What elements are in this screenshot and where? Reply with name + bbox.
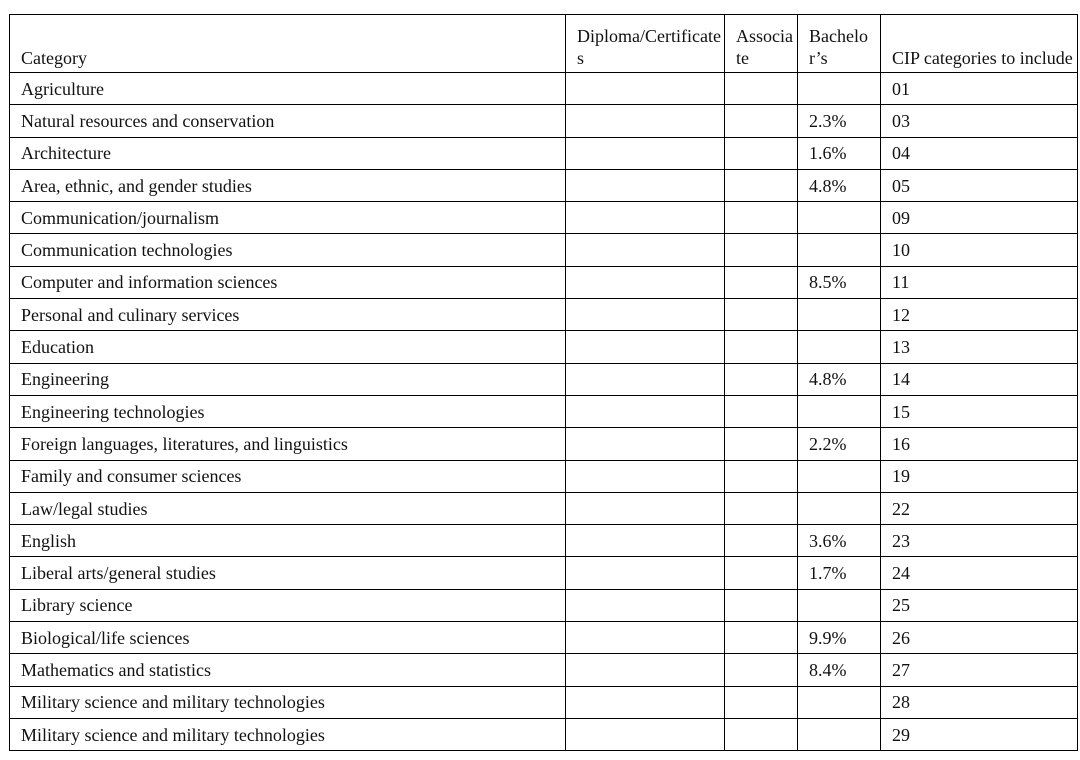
cell-cip-code: 13 xyxy=(881,331,1078,363)
cell-bachelors: 8.5% xyxy=(798,266,881,298)
cell-cip-code: 24 xyxy=(881,557,1078,589)
cell-category: Military science and military technologies xyxy=(10,686,566,718)
cell-bachelors xyxy=(798,331,881,363)
header-category: Category xyxy=(10,15,566,73)
cell-bachelors xyxy=(798,718,881,750)
cell-associate xyxy=(725,105,798,137)
cell-bachelors xyxy=(798,299,881,331)
cell-associate xyxy=(725,654,798,686)
cell-cip-code: 16 xyxy=(881,428,1078,460)
cell-associate xyxy=(725,557,798,589)
cell-category: Communication technologies xyxy=(10,234,566,266)
cell-diploma xyxy=(566,169,725,201)
cell-cip-code: 15 xyxy=(881,395,1078,427)
cell-category: Computer and information sciences xyxy=(10,266,566,298)
table-row xyxy=(10,686,1078,718)
cell-category: Personal and culinary services xyxy=(10,299,566,331)
header-cip-categories: CIP categories to include xyxy=(881,15,1078,73)
cell-category: Liberal arts/general studies xyxy=(10,557,566,589)
cell-associate xyxy=(725,169,798,201)
table-row xyxy=(10,234,1078,266)
cell-bachelors: 3.6% xyxy=(798,525,881,557)
cell-cip-code: 10 xyxy=(881,234,1078,266)
cell-category: Agriculture xyxy=(10,73,566,105)
cell-associate xyxy=(725,299,798,331)
cell-bachelors xyxy=(798,202,881,234)
cell-diploma xyxy=(566,525,725,557)
cell-associate xyxy=(725,73,798,105)
cell-diploma xyxy=(566,654,725,686)
cell-cip-code: 27 xyxy=(881,654,1078,686)
cell-cip-code: 29 xyxy=(881,718,1078,750)
table-row xyxy=(10,525,1078,557)
cell-bachelors xyxy=(798,234,881,266)
cell-bachelors: 2.2% xyxy=(798,428,881,460)
cell-cip-code: 28 xyxy=(881,686,1078,718)
cell-cip-code: 01 xyxy=(881,73,1078,105)
cell-cip-code: 05 xyxy=(881,169,1078,201)
cell-bachelors: 9.9% xyxy=(798,622,881,654)
header-bachelors: Bachelor’s xyxy=(798,15,881,73)
table-row xyxy=(10,557,1078,589)
cell-diploma xyxy=(566,299,725,331)
cell-category: Family and consumer sciences xyxy=(10,460,566,492)
table-row xyxy=(10,169,1078,201)
cell-associate xyxy=(725,492,798,524)
cell-bachelors xyxy=(798,395,881,427)
cell-diploma xyxy=(566,105,725,137)
cell-category: Library science xyxy=(10,589,566,621)
cell-category: Military science and military technologies xyxy=(10,718,566,750)
cell-cip-code: 22 xyxy=(881,492,1078,524)
table-row xyxy=(10,589,1078,621)
cell-diploma xyxy=(566,557,725,589)
cell-associate xyxy=(725,622,798,654)
table-row xyxy=(10,460,1078,492)
cell-category: Natural resources and conservation xyxy=(10,105,566,137)
header-row xyxy=(10,15,1078,73)
cell-diploma xyxy=(566,234,725,266)
cell-associate xyxy=(725,428,798,460)
cell-associate xyxy=(725,137,798,169)
cell-cip-code: 04 xyxy=(881,137,1078,169)
cell-bachelors: 2.3% xyxy=(798,105,881,137)
cell-bachelors xyxy=(798,460,881,492)
cell-associate xyxy=(725,460,798,492)
cell-category: Biological/life sciences xyxy=(10,622,566,654)
cell-bachelors: 8.4% xyxy=(798,654,881,686)
table-header xyxy=(10,15,1078,73)
cell-associate xyxy=(725,525,798,557)
cell-diploma xyxy=(566,395,725,427)
cell-category: English xyxy=(10,525,566,557)
cell-category: Engineering technologies xyxy=(10,395,566,427)
table-row xyxy=(10,266,1078,298)
cell-associate xyxy=(725,363,798,395)
cell-diploma xyxy=(566,331,725,363)
table-row xyxy=(10,622,1078,654)
table-row xyxy=(10,718,1078,750)
cell-category: Area, ethnic, and gender studies xyxy=(10,169,566,201)
cell-diploma xyxy=(566,589,725,621)
cell-cip-code: 19 xyxy=(881,460,1078,492)
cell-diploma xyxy=(566,73,725,105)
cell-cip-code: 11 xyxy=(881,266,1078,298)
cell-bachelors: 1.7% xyxy=(798,557,881,589)
cell-diploma xyxy=(566,460,725,492)
cell-category: Mathematics and statistics xyxy=(10,654,566,686)
table-row xyxy=(10,428,1078,460)
cell-diploma xyxy=(566,202,725,234)
header-diploma-certificates: Diploma/Certificates xyxy=(566,15,725,73)
table-row xyxy=(10,363,1078,395)
cell-bachelors: 1.6% xyxy=(798,137,881,169)
table-row xyxy=(10,73,1078,105)
cell-diploma xyxy=(566,686,725,718)
cell-diploma xyxy=(566,428,725,460)
cell-cip-code: 12 xyxy=(881,299,1078,331)
table-row xyxy=(10,492,1078,524)
cell-cip-code: 03 xyxy=(881,105,1078,137)
cell-associate xyxy=(725,202,798,234)
cell-category: Law/legal studies xyxy=(10,492,566,524)
cell-bachelors: 4.8% xyxy=(798,169,881,201)
table-row xyxy=(10,202,1078,234)
cell-bachelors xyxy=(798,73,881,105)
table-row xyxy=(10,654,1078,686)
cell-bachelors xyxy=(798,492,881,524)
cell-diploma xyxy=(566,266,725,298)
cell-category: Foreign languages, literatures, and linguistics xyxy=(10,428,566,460)
table-row xyxy=(10,105,1078,137)
cell-associate xyxy=(725,234,798,266)
table-row xyxy=(10,299,1078,331)
cell-cip-code: 14 xyxy=(881,363,1078,395)
cell-diploma xyxy=(566,492,725,524)
cell-associate xyxy=(725,266,798,298)
cell-cip-code: 23 xyxy=(881,525,1078,557)
cell-diploma xyxy=(566,622,725,654)
cell-diploma xyxy=(566,137,725,169)
cell-category: Architecture xyxy=(10,137,566,169)
table-body xyxy=(10,73,1078,751)
cell-diploma xyxy=(566,363,725,395)
cell-associate xyxy=(725,686,798,718)
cell-cip-code: 26 xyxy=(881,622,1078,654)
cell-category: Education xyxy=(10,331,566,363)
cell-category: Communication/journalism xyxy=(10,202,566,234)
table-row xyxy=(10,395,1078,427)
table-row xyxy=(10,331,1078,363)
cell-bachelors: 4.8% xyxy=(798,363,881,395)
cell-associate xyxy=(725,718,798,750)
cell-diploma xyxy=(566,718,725,750)
cell-bachelors xyxy=(798,686,881,718)
cell-cip-code: 09 xyxy=(881,202,1078,234)
cell-category: Engineering xyxy=(10,363,566,395)
cell-associate xyxy=(725,589,798,621)
table-row xyxy=(10,137,1078,169)
cip-category-table xyxy=(9,14,1078,751)
header-associate: Associate xyxy=(725,15,798,73)
cell-bachelors xyxy=(798,589,881,621)
cell-cip-code: 25 xyxy=(881,589,1078,621)
cell-associate xyxy=(725,331,798,363)
cell-associate xyxy=(725,395,798,427)
